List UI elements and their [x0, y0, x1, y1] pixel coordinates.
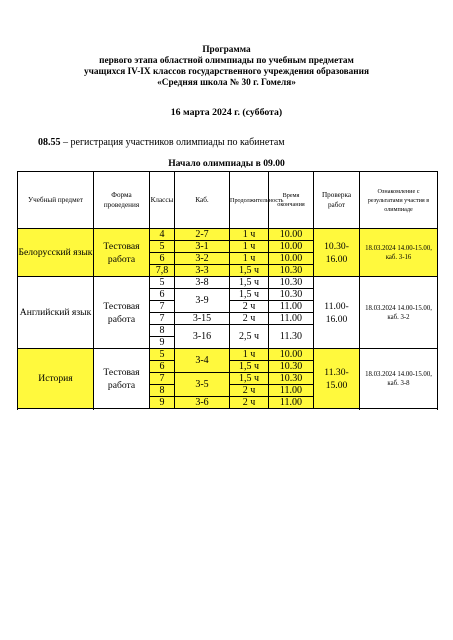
end-cell: 11.00 — [269, 397, 314, 409]
grade-cell: 4 — [150, 229, 175, 241]
table-row — [18, 277, 438, 289]
check-cell: 10.30-16.00 — [314, 229, 360, 277]
form-cell: Тестовая работа — [94, 277, 150, 349]
grade-cell: 7 — [150, 373, 175, 385]
duration-cell: 1,5 ч — [230, 277, 269, 289]
header-room: Каб. — [175, 172, 230, 229]
header-review: Ознакомление с результатами участия в олимпиаде — [360, 172, 438, 229]
table-header-row — [18, 172, 438, 229]
end-cell: 10.30 — [269, 289, 314, 301]
room-cell: 3-1 — [175, 241, 230, 253]
duration-cell: 1 ч — [230, 349, 269, 361]
end-cell: 11.30 — [269, 325, 314, 349]
header-form: Форма проведения — [94, 172, 150, 229]
duration-cell: 2,5 ч — [230, 325, 269, 349]
title-line-3: учащихся IV-IX классов государственного учреждения образования — [83, 67, 370, 77]
end-cell: 10.00 — [269, 241, 314, 253]
grade-cell: 7 — [150, 313, 175, 325]
end-cell: 10.00 — [269, 349, 314, 361]
grade-cell: 7,8 — [150, 265, 175, 277]
duration-cell: 2 ч — [230, 397, 269, 409]
registration-time: 08.55 — [38, 137, 61, 148]
duration-cell: 1 ч — [230, 229, 269, 241]
room-cell: 3-9 — [175, 289, 230, 313]
grade-cell: 6 — [150, 289, 175, 301]
room-cell: 3-2 — [175, 253, 230, 265]
duration-cell: 2 ч — [230, 301, 269, 313]
room-cell: 2-7 — [175, 229, 230, 241]
end-cell: 10.30 — [269, 373, 314, 385]
end-cell: 10.30 — [269, 361, 314, 373]
duration-cell: 1 ч — [230, 253, 269, 265]
end-cell: 10.30 — [269, 277, 314, 289]
header-subject: Учебный предмет — [18, 172, 94, 229]
end-cell: 10.00 — [269, 229, 314, 241]
title-line-4: «Средняя школа № 30 г. Гомеля» — [157, 78, 296, 88]
review-cell: 18.03.2024 14.00-15.00, каб. 3-2 — [360, 277, 438, 349]
header-duration: Продолжительность — [230, 172, 269, 229]
duration-cell: 2 ч — [230, 385, 269, 397]
duration-cell: 1,5 ч — [230, 265, 269, 277]
grade-cell: 8 — [150, 325, 175, 337]
room-cell: 3-5 — [175, 373, 230, 397]
room-cell: 3-8 — [175, 277, 230, 289]
page-title: Программа — [202, 45, 251, 55]
grade-cell: 7 — [150, 301, 175, 313]
grade-cell: 9 — [150, 397, 175, 409]
grade-cell: 6 — [150, 253, 175, 265]
room-cell: 3-3 — [175, 265, 230, 277]
room-cell: 3-15 — [175, 313, 230, 325]
end-cell: 11.00 — [269, 313, 314, 325]
check-cell: 11.30-15.00 — [314, 349, 360, 409]
subject-cell: История — [18, 349, 94, 409]
end-cell: 11.00 — [269, 385, 314, 397]
review-cell: 18.03.2024 14.00-15.00, каб. 3-8 — [360, 349, 438, 409]
subject-cell: Белорусский язык — [18, 229, 94, 277]
table-row — [18, 229, 438, 241]
start-time: Начало олимпиады в 09.00 — [168, 158, 285, 169]
review-cell: 18.03.2024 14.00-15.00, каб. 3-16 — [360, 229, 438, 277]
title-line-2: первого этапа областной олимпиады по учебным предметам — [99, 56, 354, 66]
form-cell: Тестовая работа — [94, 349, 150, 409]
registration-text: – регистрация участников олимпиады по кабинетам — [60, 137, 285, 148]
grade-cell: 5 — [150, 277, 175, 289]
room-cell: 3-16 — [175, 325, 230, 349]
registration-line — [38, 137, 285, 148]
room-cell: 3-4 — [175, 349, 230, 373]
end-cell: 10.30 — [269, 265, 314, 277]
room-cell: 3-6 — [175, 397, 230, 409]
grade-cell: 8 — [150, 385, 175, 397]
duration-cell: 1,5 ч — [230, 373, 269, 385]
grade-cell: 5 — [150, 349, 175, 361]
duration-cell: 2 ч — [230, 313, 269, 325]
table-row — [18, 349, 438, 361]
event-date: 16 марта 2024 г. (суббота) — [170, 107, 283, 118]
form-cell: Тестовая работа — [94, 229, 150, 277]
end-cell: 11.00 — [269, 301, 314, 313]
grade-cell: 5 — [150, 241, 175, 253]
header-end: Время окончания — [269, 172, 314, 229]
end-cell: 10.00 — [269, 253, 314, 265]
duration-cell: 1,5 ч — [230, 289, 269, 301]
subject-cell: Английский язык — [18, 277, 94, 349]
grade-cell: 9 — [150, 337, 175, 349]
duration-cell: 1,5 ч — [230, 361, 269, 373]
header-grade: Классы — [150, 172, 175, 229]
schedule-table — [17, 171, 438, 409]
header-check: Проверка работ — [314, 172, 360, 229]
duration-cell: 1 ч — [230, 241, 269, 253]
check-cell: 11.00-16.00 — [314, 277, 360, 349]
grade-cell: 6 — [150, 361, 175, 373]
